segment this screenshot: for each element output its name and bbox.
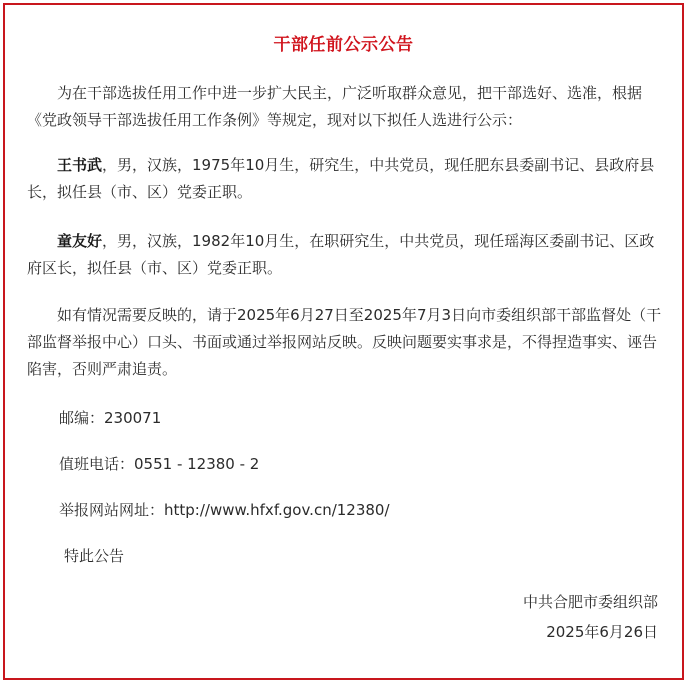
notice-title: 干部任前公示公告	[273, 35, 414, 55]
candidate-paragraph-1	[27, 152, 669, 206]
issuer-line: 中共合肥市委组织部	[522, 593, 658, 611]
candidate-name-1: 王书武	[57, 156, 103, 174]
notice-frame	[3, 3, 684, 680]
candidate-details-2: ，男，汉族，1982年10月生，在职研究生，中共党员，现任瑶海区委副书记、区政府区长，拟任县（市、区）党委正职。	[27, 232, 655, 277]
phone-line: 值班电话：0551 - 12380 - 2	[59, 455, 260, 473]
candidate-details-1: ，男，汉族，1975年10月生，研究生，中共党员，现任肥东县委副书记、县政府县长，拟任县（市、区）党委正职。	[27, 156, 655, 201]
feedback-paragraph: 如有情况需要反映的，请于2025年6月27日至2025年7月3日向市委组织部干部监督处（干部监督举报中心）口头、书面或通过举报网站反映。反映问题要实事求是，不得捏造事实、诬告陷害，否则严肃追责。	[27, 306, 662, 378]
closing-line: 特此公告	[64, 547, 125, 565]
candidate-name-2: 童友好	[57, 232, 103, 250]
candidate-paragraph-2	[27, 228, 669, 282]
postcode-line: 邮编：230071	[59, 409, 162, 427]
date-line: 2025年6月26日	[546, 623, 658, 641]
intro-paragraph: 为在干部选拔任用工作中进一步扩大民主，广泛听取群众意见，把干部选好、选准，根据《党政领导干部选拔任用工作条例》等规定，现对以下拟任人选进行公示：	[27, 84, 643, 129]
website-line: 举报网站网址：http://www.hfxf.gov.cn/12380/	[59, 501, 390, 519]
